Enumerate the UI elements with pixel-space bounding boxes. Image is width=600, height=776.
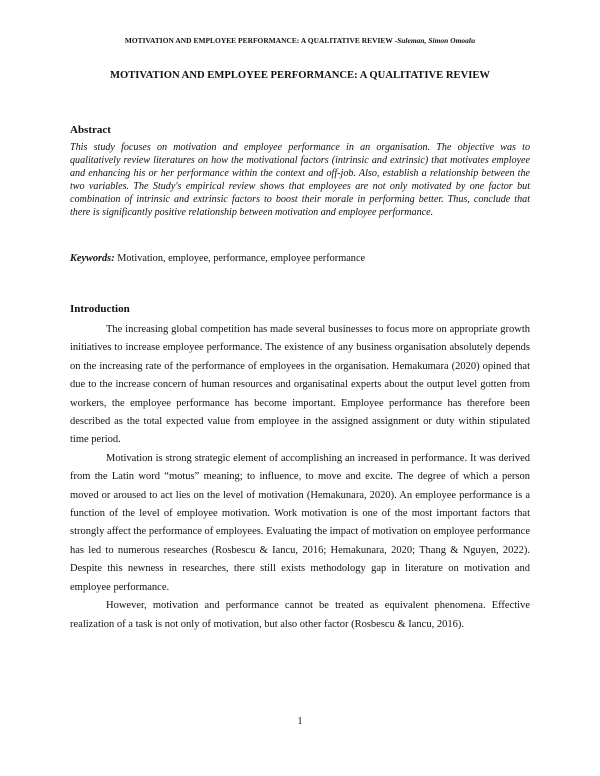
abstract-heading: Abstract [70, 124, 111, 136]
running-header [0, 36, 600, 45]
introduction-paragraph: However, motivation and performance cannot be treated as equivalent phenomena. Effective realization of a task is not only of motivation, but also other factor (Rosbescu & Iancu, 2016). [70, 600, 530, 630]
keywords [70, 253, 530, 264]
introduction-paragraph: Motivation is strong strategic element of accomplishing an increased in performance. It was derived from the Latin word “motus” meaning; to influence, to move and excite. The degree of which a person moved or aroused to act lies on the level of motivation (Hemakunara, 2020). An employee performance is a function of the level of employee motivation. Work motivation is one of the most important factors that strongly affect the performance of employees. Evaluating the impact of motivation on employee performance has led to numerous researches (Rosbescu & Iancu, 2016; Hemakunara, 2020; Thang & Nguyen, 2022). Despite this newness in researches, there still exists methodology gap in literature on motivation and employee performance. [70, 452, 530, 593]
page-number: 1 [297, 716, 303, 727]
paper-title: MOTIVATION AND EMPLOYEE PERFORMANCE: A QUALITATIVE REVIEW [109, 70, 491, 81]
introduction-paragraph: The increasing global competition has made several businesses to focus more on appropriate growth initiatives to increase employee performance. The existence of any business organisation absolutely depends on the increasing rate of the performance of employees in the organisation. Hemakumara (2020) opined that due to the increase concern of human resources and organisatinal experts about the output level gotten from workers, the employee performance has become important. Employee performance has therefore been described as the total expected value from employee in the assigned assignment or duty within stipulated time period. [70, 324, 530, 446]
abstract-body: This study focuses on motivation and employee performance in an organisation. The objective was to qualitatively review literatures on how the motivational factors (intrinsic and extrinsic) that motivates employee and enhancing his or her performance within the context and off-job. Also, establish a relationship between the two variables. The Study's empirical review shows that employees are not only motivated by one factor but combination of intrinsic and extrinsic factors to boost their morale in performing better. Thus, conclude that there is significantly positive relationship between motivation and employee performance. [70, 142, 530, 219]
keywords-text: Motivation, employee, performance, employee performance [114, 253, 366, 264]
introduction-heading: Introduction [70, 303, 130, 315]
running-title: MOTIVATION AND EMPLOYEE PERFORMANCE: A QUALITATIVE REVIEW - [124, 36, 398, 45]
introduction-body [70, 321, 530, 634]
running-authors: Suleman, Simon Omoalu [397, 36, 476, 45]
keywords-label: Keywords: [70, 253, 115, 264]
